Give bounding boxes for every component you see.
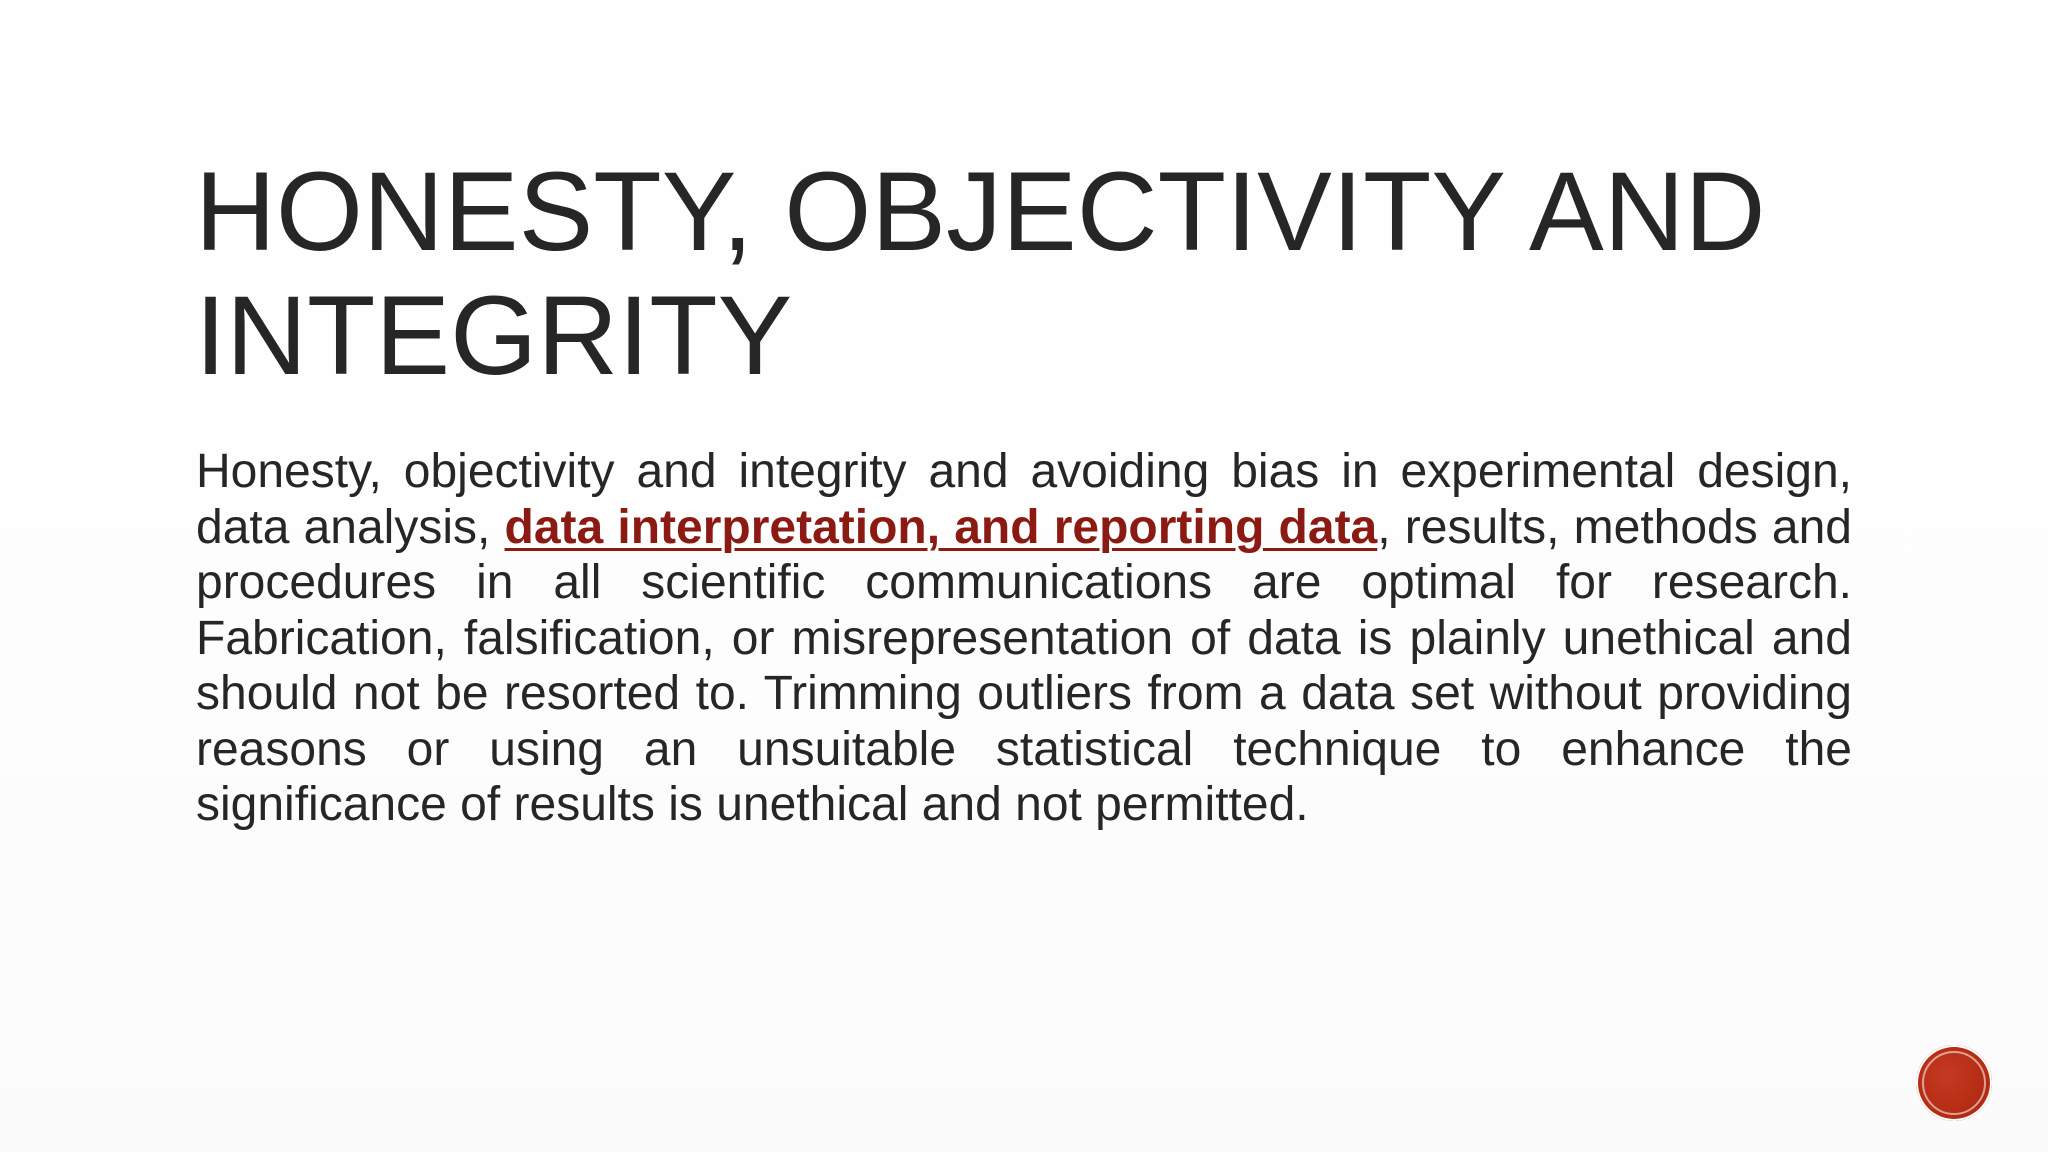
body-text-before-link: Honesty, objectivity and integrity and avoiding bias in experimental design, data analysis, <box>196 445 1852 554</box>
body-text-after-link: , results, methods and procedures in all scientific communications are optimal for research. Fabrication, falsification, or misrepresentation of data is plainly unethical and should not be resorted to. Trimming outliers from a data set without providing reasons or using an unsuitable statistical technique to enhance the significance of results is unethical and not permitted. <box>196 500 1853 831</box>
data-reporting-link[interactable]: data interpretation, and reporting data <box>504 500 1378 554</box>
slide-title: HONESTY, OBJECTIVITY AND INTEGRITY <box>195 149 1766 398</box>
slide-body-text <box>196 444 1852 833</box>
slide-nav-button[interactable] <box>1916 1045 1992 1121</box>
